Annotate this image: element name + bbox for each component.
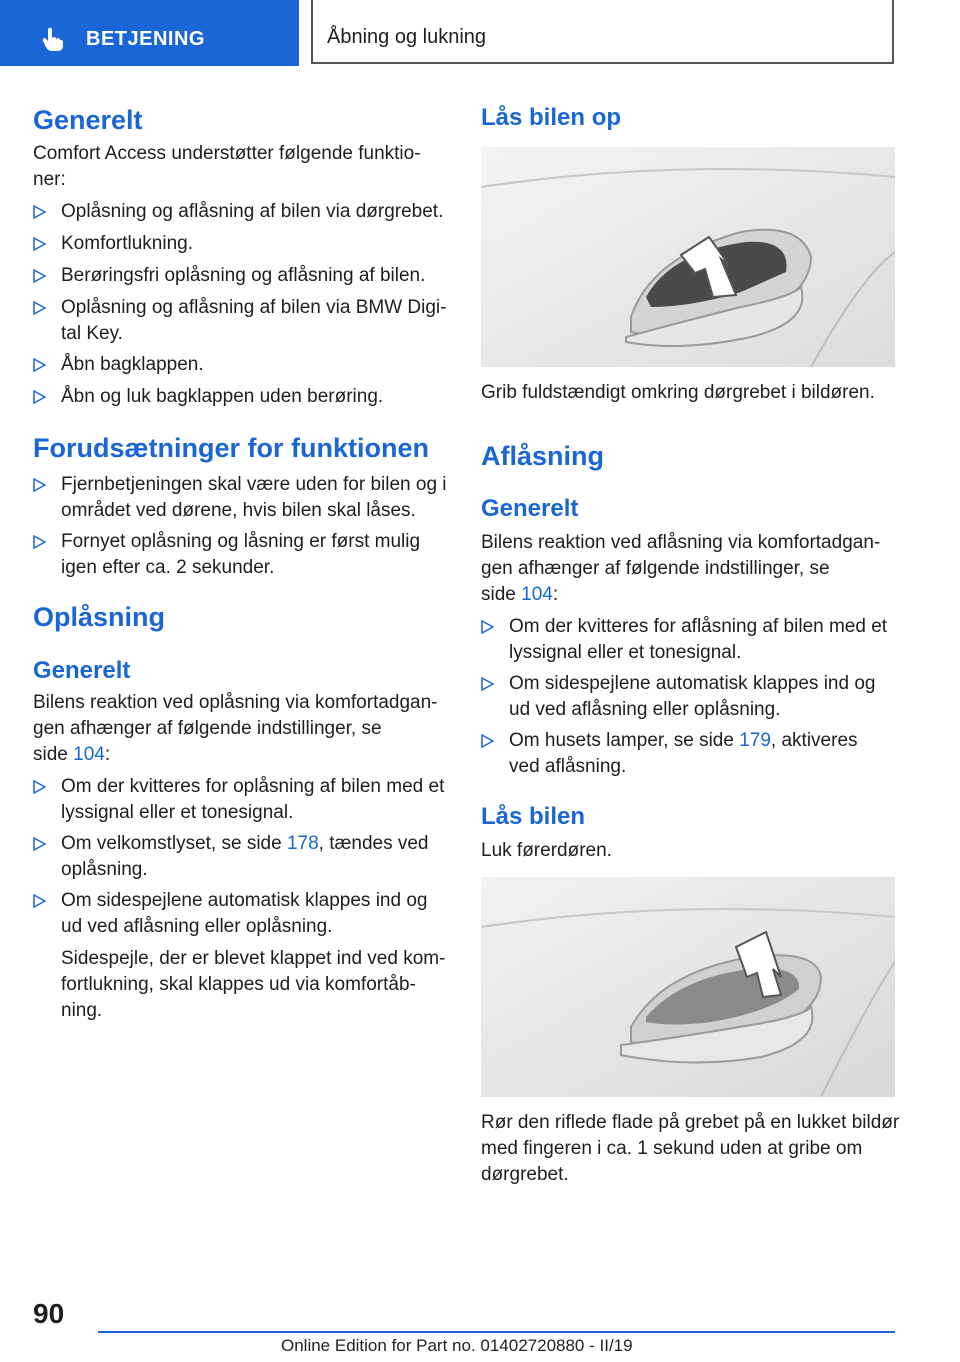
triangle-bullet-icon (481, 734, 494, 748)
generelt-intro-line2: ner: (33, 169, 66, 190)
triangle-bullet-icon (33, 269, 46, 283)
triangle-bullet-icon (33, 837, 46, 851)
triangle-bullet-icon (33, 780, 46, 794)
generelt-heading: Generelt (33, 105, 143, 135)
footer-divider (98, 1331, 895, 1333)
unlock-settings-list (33, 774, 453, 1024)
lock-car-text: Luk førerdøren. (481, 840, 612, 861)
photo2-caption-line3: dørgrebet. (481, 1164, 569, 1185)
list-item: Berøringsfri oplåsning og aflåsning af bilen. (33, 263, 451, 295)
function-list (33, 199, 451, 416)
lock-intro-line2: gen afhænger af følgende indstillinger, se (481, 558, 830, 579)
photo2-caption-line1: Rør den riflede flade på grebet på en lukket bildør (481, 1112, 900, 1133)
door-handle-touch-photo (481, 877, 895, 1097)
unlock-intro-line3: side 104: (33, 744, 111, 765)
list-item: Åbn bagklappen. (33, 352, 451, 384)
list-item: Om der kvitteres for oplåsning af bilen med et lyssignal eller et tonesignal. (33, 774, 453, 831)
triangle-bullet-icon (481, 677, 494, 691)
hand-touch-icon (40, 26, 66, 52)
unlock-heading: Oplåsning (33, 602, 166, 632)
lock-subheading: Generelt (481, 495, 579, 522)
page-number: 90 (33, 1298, 65, 1329)
photo1-caption: Grib fuldstændigt omkring dørgrebet i bildøren. (481, 382, 875, 403)
door-handle-grip-photo (481, 147, 895, 367)
list-item: Oplåsning og aflåsning af bilen via dørgrebet. (33, 199, 451, 231)
page-link-179[interactable]: 179 (739, 730, 771, 751)
triangle-bullet-icon (33, 894, 46, 908)
list-item: Fjernbetjeningen skal være uden for bilen og i området ved dørene, hvis bilen skal låses. (33, 472, 453, 529)
lock-intro-line3: side 104: (481, 584, 559, 605)
unlock-subheading: Generelt (33, 657, 131, 684)
list-item: Åbn og luk bagklappen uden berøring. (33, 384, 451, 416)
triangle-bullet-icon (481, 620, 494, 634)
list-item: Fornyet oplåsning og låsning er først mulig igen efter ca. 2 sekunder. (33, 529, 453, 586)
list-item: Om velkomstlyset, se side 178, tændes ved oplåsning. (33, 831, 453, 888)
triangle-bullet-icon (33, 237, 46, 251)
triangle-bullet-icon (33, 301, 46, 315)
prereq-list (33, 472, 453, 586)
header-title: Åbning og lukning (327, 26, 487, 48)
header-section-tab (0, 0, 299, 66)
unlock-intro-line1: Bilens reaktion ved oplåsning via komfortadgan- (33, 692, 438, 713)
list-item: Om sidespejlene automatisk klappes ind og ud ved aflåsning eller oplåsning. (481, 671, 901, 728)
lock-car-heading: Lås bilen (481, 803, 586, 830)
footer-edition: Online Edition for Part no. 01402720880 - II/19 (281, 1336, 633, 1355)
triangle-bullet-icon (33, 358, 46, 372)
generelt-intro-line1: Comfort Access understøtter følgende funktio- (33, 143, 421, 164)
list-item: Om der kvitteres for aflåsning af bilen med et lyssignal eller et tonesignal. (481, 614, 901, 671)
unlock-intro-line2: gen afhænger af følgende indstillinger, se (33, 718, 382, 739)
triangle-bullet-icon (33, 478, 46, 492)
header-section-label: BETJENING (86, 28, 205, 50)
list-item: Om husets lamper, se side 179, aktiveres ved aflåsning. (481, 728, 901, 785)
triangle-bullet-icon (33, 390, 46, 404)
triangle-bullet-icon (33, 535, 46, 549)
lock-heading: Aflåsning (481, 441, 605, 471)
prereq-heading: Forudsætninger for funktionen (33, 433, 429, 463)
list-item: Oplåsning og aflåsning af bilen via BMW Digi- tal Key. (33, 295, 451, 352)
unlock-car-heading: Lås bilen op (481, 104, 622, 131)
triangle-bullet-icon (33, 205, 46, 219)
header-title-box (311, 0, 894, 64)
page-link-104[interactable]: 104 (73, 744, 105, 765)
page-link-104[interactable]: 104 (521, 584, 553, 605)
photo2-caption-line2: med fingeren i ca. 1 sekund uden at gribe om (481, 1138, 863, 1159)
lock-settings-list (481, 614, 901, 785)
list-item: Komfortlukning. (33, 231, 451, 263)
lock-intro-line1: Bilens reaktion ved aflåsning via komfortadgan- (481, 532, 881, 553)
list-item: Om sidespejlene automatisk klappes ind og ud ved aflåsning eller oplåsning. Sidespejle, der er blevet klappet ind ved kom- fortlukning, skal klappes ud via komfortåb- ning. (33, 888, 453, 1024)
page-link-178[interactable]: 178 (286, 833, 319, 854)
